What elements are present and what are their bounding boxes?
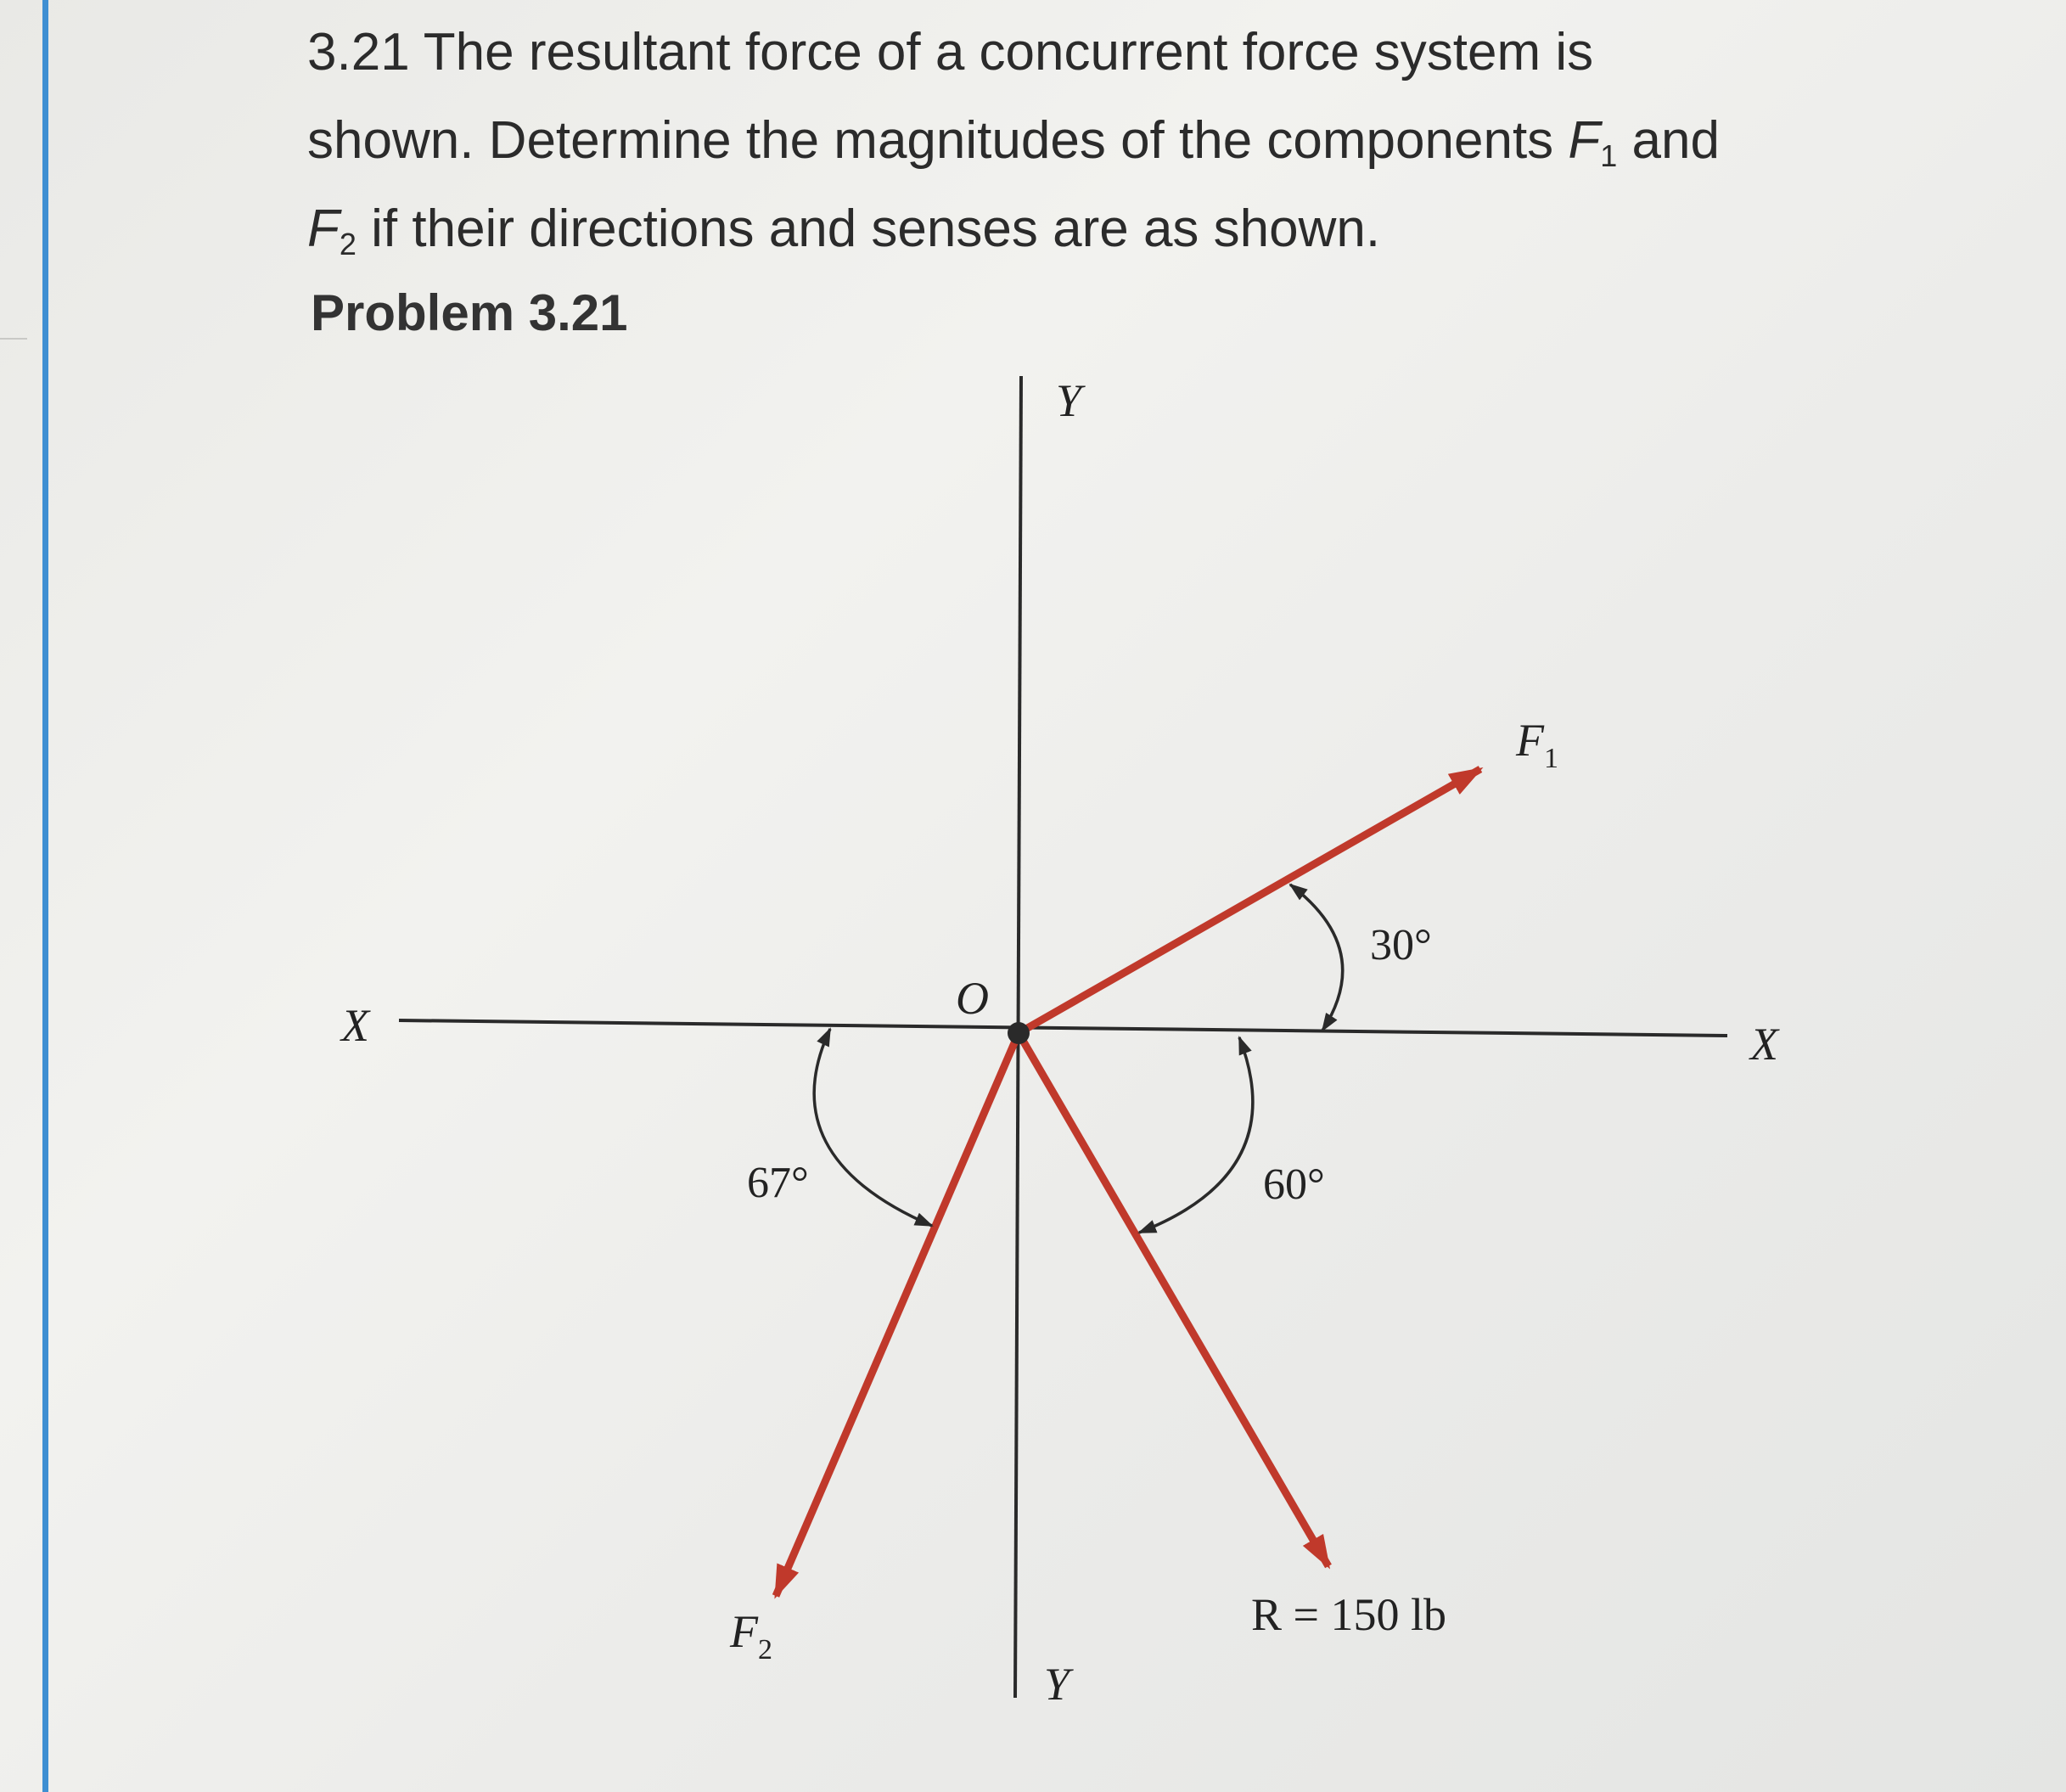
f1-subscript: 1 bbox=[1600, 138, 1618, 173]
angle-label-30: 30° bbox=[1370, 921, 1432, 969]
angle-arc-67 bbox=[814, 1029, 932, 1226]
origin-point bbox=[1008, 1022, 1030, 1044]
f2-label-subscript: 2 bbox=[758, 1634, 772, 1666]
x-axis bbox=[399, 1020, 1727, 1036]
f1-force-arrow bbox=[1019, 769, 1480, 1033]
angle-arc-60 bbox=[1139, 1037, 1253, 1233]
statement-line-2-text: shown. Determine the magnitudes of the components bbox=[307, 111, 1569, 170]
problem-title: Problem 3.21 bbox=[311, 284, 628, 341]
angle-label-67: 67° bbox=[747, 1159, 809, 1207]
resultant-force-arrow bbox=[1019, 1033, 1328, 1566]
f1-label-letter: F bbox=[1516, 715, 1544, 766]
x-axis-right-label: X bbox=[1750, 1019, 1778, 1070]
and-word: and bbox=[1617, 111, 1720, 170]
f1-symbol: F bbox=[1568, 111, 1601, 170]
f2-label-letter: F bbox=[730, 1606, 758, 1657]
x-axis-left-label: X bbox=[341, 1000, 369, 1051]
f1-label-subscript: 1 bbox=[1544, 743, 1558, 774]
y-axis-top-label: Y bbox=[1056, 375, 1082, 426]
f2-symbol: F bbox=[307, 199, 340, 258]
f2-force-arrow bbox=[776, 1033, 1019, 1596]
f2-label bbox=[729, 1606, 772, 1666]
statement-line-3-text: if their directions and senses are as shown. bbox=[356, 199, 1381, 258]
y-axis-bottom-label: Y bbox=[1044, 1659, 1070, 1710]
statement-line-1: 3.21 The resultant force of a concurrent force system is bbox=[307, 23, 1594, 81]
angle-arc-30 bbox=[1290, 885, 1343, 1031]
f1-label bbox=[1515, 715, 1558, 774]
angle-label-60: 60° bbox=[1263, 1160, 1325, 1209]
f2-subscript: 2 bbox=[339, 227, 356, 261]
resultant-label: R = 150 lb bbox=[1251, 1589, 1446, 1640]
origin-label: O bbox=[956, 973, 989, 1024]
